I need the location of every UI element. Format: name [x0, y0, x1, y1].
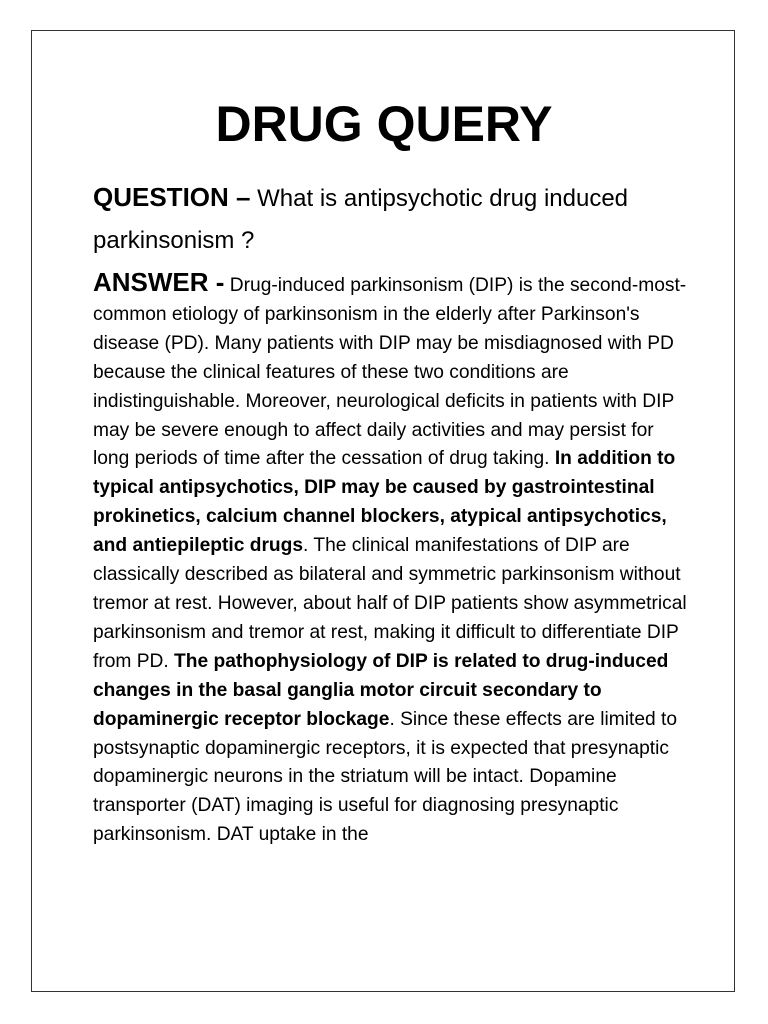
answer-text-intro: Drug-induced parkinsonism (DIP) is the second-most-common etiology of parkinsonism in the elderly after Parkinson's disease (PD). Many patients with DIP may be misdiagnosed with PD because the clinical features of these two conditions are indistinguishable. Moreover, neurological deficits in patients with DIP may be severe enough to affect daily activities and may persist for long periods of time after the cessation of drug taking. — [93, 275, 687, 470]
question-label: QUESTION – — [93, 182, 251, 212]
page-title: DRUG QUERY — [215, 96, 553, 152]
answer-text-imaging: . Since these effects are limited to postsynaptic dopaminergic receptors, it is expected that presynaptic dopaminergic neurons in the striatum will be intact. Dopamine transporter (DAT) imaging is useful for diagnosing presynaptic parkinsonism. DAT uptake in the — [93, 708, 678, 846]
answer-paragraph — [93, 268, 691, 850]
question-paragraph — [93, 176, 693, 262]
answer-bold-causes: In addition to typical antipsychotics, DIP may be caused by gastrointestinal prokinetics, calcium channel blockers, atypical antipsychotics, and antiepileptic drugs — [93, 448, 676, 557]
question-text: What is antipsychotic drug induced parkinsonism ? — [93, 185, 629, 254]
answer-bold-pathophysiology: The pathophysiology of DIP is related to drug-induced changes in the basal ganglia motor circuit secondary to dopaminergic receptor blockage — [93, 650, 669, 730]
answer-label: ANSWER - — [93, 267, 225, 297]
answer-text-clinical: . The clinical manifestations of DIP are classically described as bilateral and symmetric parkinsonism without tremor at rest. However, about half of DIP patients show asymmetrical parkinsonism and tremor at rest, making it difficult to differentiate DIP from PD. — [93, 535, 687, 672]
